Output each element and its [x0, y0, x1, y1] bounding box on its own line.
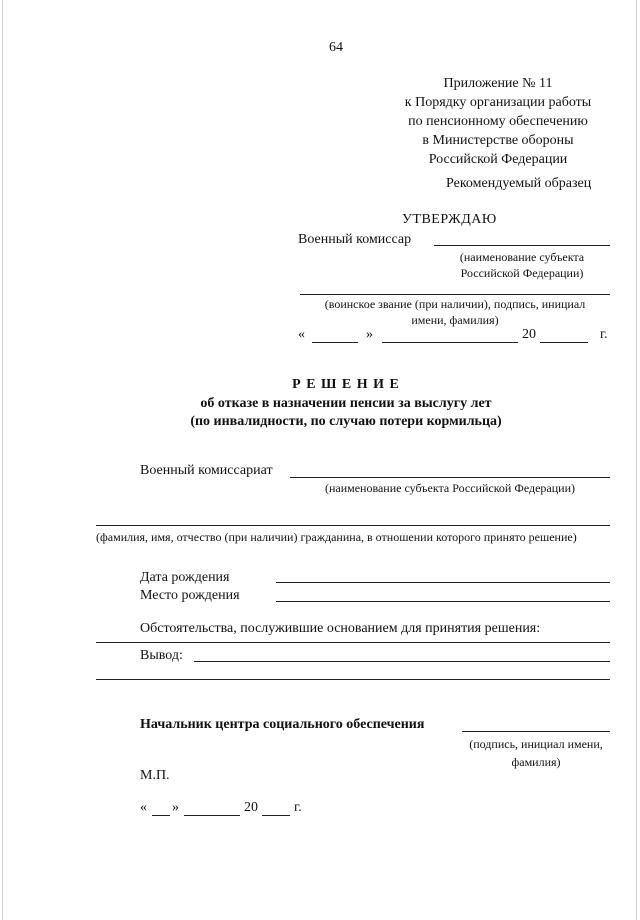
sign-date-open-quote: « [140, 800, 147, 815]
rank-hint-line-2: имени, фамилия) [411, 313, 499, 327]
head-hint-line-2: фамилия) [511, 755, 561, 769]
head-label: Начальник центра социального обеспечения [140, 717, 425, 732]
sign-year-suffix: г. [294, 800, 302, 815]
commissar-label: Военный комиссар [298, 232, 412, 247]
appendix-line-2: по пенсионному обеспечению [408, 114, 588, 129]
subject-hint-line-2: Российской Федерации) [460, 266, 584, 280]
approve-year-field[interactable] [540, 342, 588, 343]
page-edge-right [636, 0, 637, 920]
sign-day-field[interactable] [152, 815, 170, 816]
commissar-subject-field[interactable] [434, 245, 610, 246]
head-signature-hint [458, 735, 614, 771]
sign-year-field[interactable] [262, 815, 290, 816]
citizen-name-field[interactable] [96, 525, 610, 526]
page-number: 64 [329, 40, 343, 55]
stamp-place: М.П. [140, 768, 170, 783]
commissar-signature-field[interactable] [300, 294, 610, 295]
appendix-line-3: в Министерстве обороны [422, 133, 574, 148]
circumstances-label: Обстоятельства, послужившие основанием для принятия решения: [140, 621, 541, 636]
page-edge-left [2, 0, 3, 920]
sign-date-close-quote: » [172, 800, 179, 815]
decision-subtitle-2: (по инвалидности, по случаю потери кормильца) [190, 414, 502, 429]
sign-year-prefix: 20 [244, 800, 258, 815]
appendix-line-1: к Порядку организации работы [404, 95, 592, 110]
appendix-line-4: Российской Федерации [428, 152, 568, 167]
appendix-title: Приложение № 11 [443, 76, 553, 91]
sign-month-field[interactable] [184, 815, 240, 816]
commissariat-field[interactable] [290, 477, 610, 478]
conclusion-label: Вывод: [140, 648, 183, 663]
conclusion-field-1[interactable] [194, 661, 610, 662]
commissariat-hint: (наименование субъекта Российской Федерации) [324, 481, 576, 495]
rank-hint [300, 296, 610, 328]
subject-hint-line-1: (наименование субъекта [459, 250, 585, 264]
head-signature-field[interactable] [462, 731, 610, 732]
recommended-sample: Рекомендуемый образец [446, 176, 592, 191]
approve-month-field[interactable] [382, 342, 518, 343]
birth-date-label: Дата рождения [140, 570, 230, 585]
citizen-hint: (фамилия, имя, отчество (при наличии) гражданина, в отношении которого принято решение) [96, 530, 577, 544]
approve-year-suffix: г. [600, 327, 608, 342]
approve-title: УТВЕРЖДАЮ [402, 212, 497, 227]
birth-place-label: Место рождения [140, 588, 240, 603]
birth-date-field[interactable] [276, 582, 610, 583]
approve-day-field[interactable] [312, 342, 358, 343]
head-hint-line-1: (подпись, инициал имени, [469, 737, 603, 751]
conclusion-field-2[interactable] [96, 679, 610, 680]
birth-place-field[interactable] [276, 601, 610, 602]
commissariat-label: Военный комиссариат [140, 463, 273, 478]
decision-subtitle-1: об отказе в назначении пенсии за выслугу лет [200, 396, 492, 411]
approve-year-prefix: 20 [522, 327, 536, 342]
decision-title: Р Е Ш Е Н И Е [292, 377, 400, 392]
approve-date-close-quote: » [366, 327, 373, 342]
appendix-block [378, 74, 618, 169]
subject-hint [434, 249, 610, 281]
circumstances-field[interactable] [96, 642, 610, 643]
rank-hint-line-1: (воинское звание (при наличии), подпись, инициал [324, 297, 586, 311]
approve-date-open-quote: « [298, 327, 305, 342]
